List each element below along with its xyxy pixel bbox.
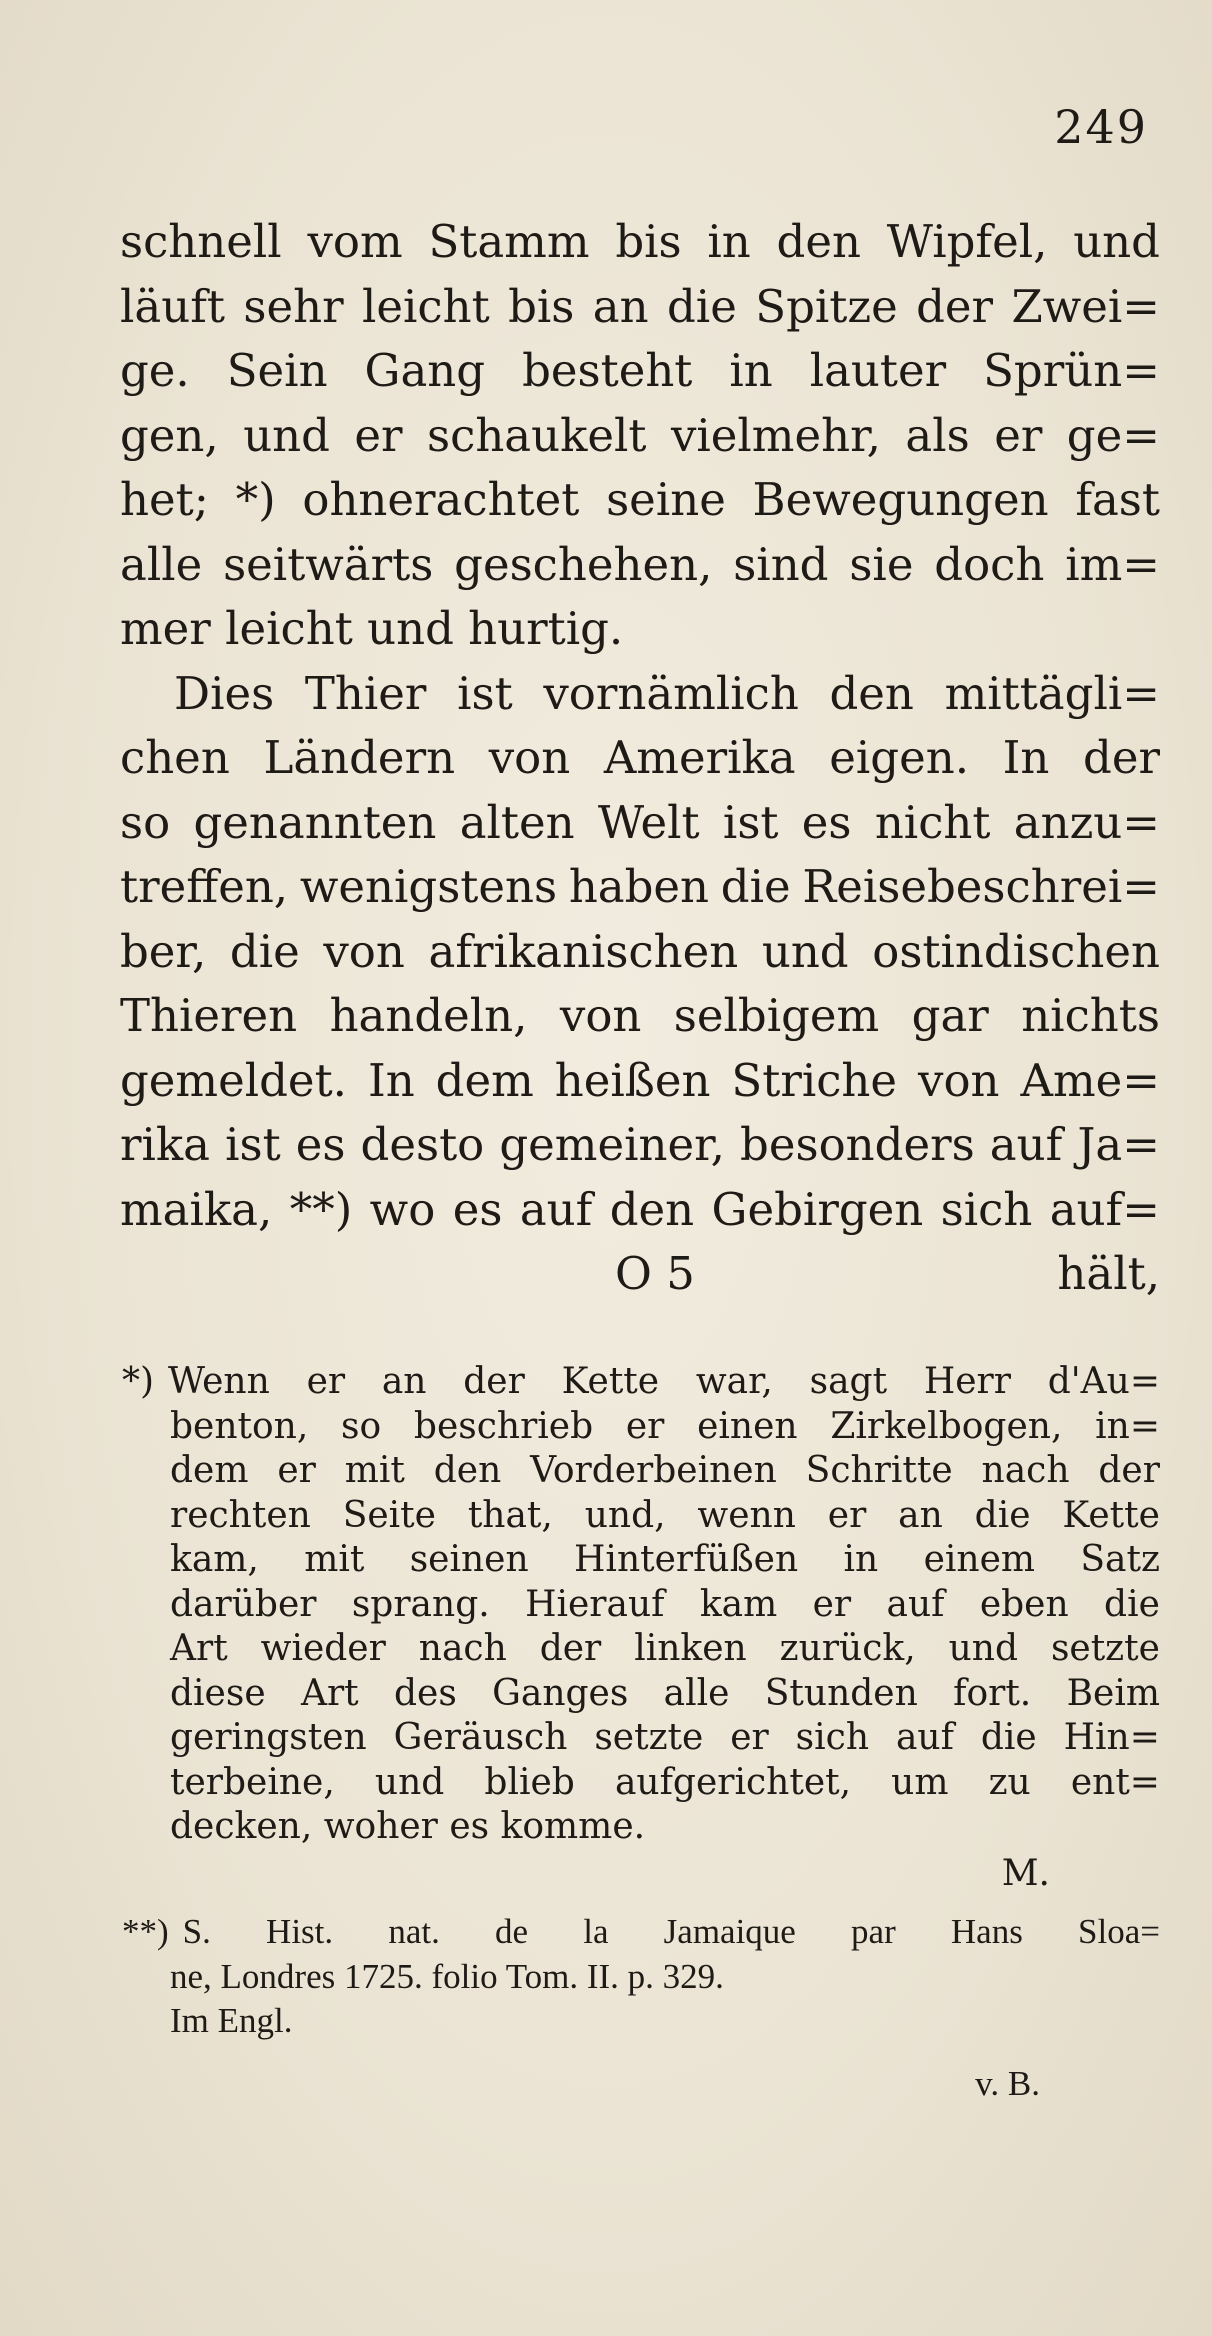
- footnote-two: [122, 1910, 1160, 2106]
- main-text: [120, 210, 1160, 1307]
- footnotes: [122, 1360, 1160, 2106]
- text-line: ge. Sein Gang besteht in lauter Sprün=: [120, 344, 1160, 397]
- footnote-line: diese Art des Ganges alle Stunden fort. Beim: [170, 1672, 1160, 1714]
- text-line: rika ist es desto gemeiner, besonders auf Ja=: [120, 1118, 1160, 1171]
- text-line: het; *) ohnerachtet seine Bewegungen fast: [120, 473, 1160, 526]
- printer-signature: O 5: [615, 1247, 695, 1300]
- text-line: mer leicht und hurtig.: [120, 602, 624, 655]
- footnote-mark: **): [122, 1912, 169, 1951]
- footnote-line: terbeine, und blieb aufgerichtet, um zu ent=: [170, 1761, 1160, 1803]
- footnote-line: dem er mit den Vorderbeinen Schritte nach der: [170, 1450, 1160, 1491]
- text-line: schnell vom Stamm bis in den Wipfel, und: [120, 215, 1160, 268]
- footnote-line: Art wieder nach der linken zurück, und setzte: [170, 1628, 1160, 1669]
- footnote-mark: *): [122, 1361, 155, 1402]
- footnote-line: benton, so beschrieb er einen Zirkelbogen, in=: [170, 1405, 1160, 1447]
- text-line: Dies Thier ist vornämlich den mittägli=: [174, 666, 1160, 720]
- text-line: Thieren handeln, von selbigem gar nichts: [120, 989, 1160, 1042]
- text-line: alle seitwärts geschehen, sind sie doch im=: [120, 537, 1160, 591]
- text-line: maika, **) wo es auf den Gebirgen sich auf=: [120, 1182, 1160, 1236]
- text-line: gemeldet. In dem heißen Striche von Ame=: [120, 1053, 1160, 1107]
- footnote-text: Wenn er an der Kette war, sagt Herr d'Au=: [168, 1361, 1160, 1402]
- footnote-line: [122, 1910, 1160, 1955]
- page-number: 249: [1054, 100, 1148, 154]
- text-line: treffen, wenigstens haben die Reisebeschrei=: [120, 860, 1160, 913]
- footnote-line: [122, 1360, 1160, 1405]
- footnote-line: darüber sprang. Hierauf kam er auf eben die: [170, 1583, 1160, 1625]
- footnote-line: decken, woher es komme.: [170, 1806, 646, 1847]
- footnote-line: Im Engl.: [170, 2001, 293, 2040]
- text-line: ber, die von afrikanischen und ostindischen: [120, 924, 1160, 978]
- footnote-initials: M.: [1001, 1852, 1050, 1894]
- footnote-line: geringsten Geräusch setzte er sich auf die Hin=: [170, 1717, 1160, 1758]
- signature-line: [120, 1242, 1160, 1307]
- footnote-text: S. Hist. nat. de la Jamaique par Hans Sloa=: [182, 1912, 1160, 1951]
- text-line: gen, und er schaukelt vielmehr, als er ge=: [120, 408, 1160, 462]
- catchword: hält,: [1057, 1247, 1160, 1300]
- footnote-line: rechten Seite that, und, wenn er an die Kette: [170, 1494, 1160, 1536]
- text-line: läuft sehr leicht bis an die Spitze der Zwei=: [120, 279, 1160, 333]
- text-line: chen Ländern von Amerika eigen. In der: [120, 731, 1160, 784]
- footnote-initials: v. B.: [975, 2063, 1040, 2103]
- footnote-line: ne, Londres 1725. folio Tom. II. p. 329.: [170, 1956, 724, 1996]
- footnote-line: kam, mit seinen Hinterfüßen in einem Satz: [170, 1539, 1160, 1580]
- text-line: so genannten alten Welt ist es nicht anzu=: [120, 795, 1160, 849]
